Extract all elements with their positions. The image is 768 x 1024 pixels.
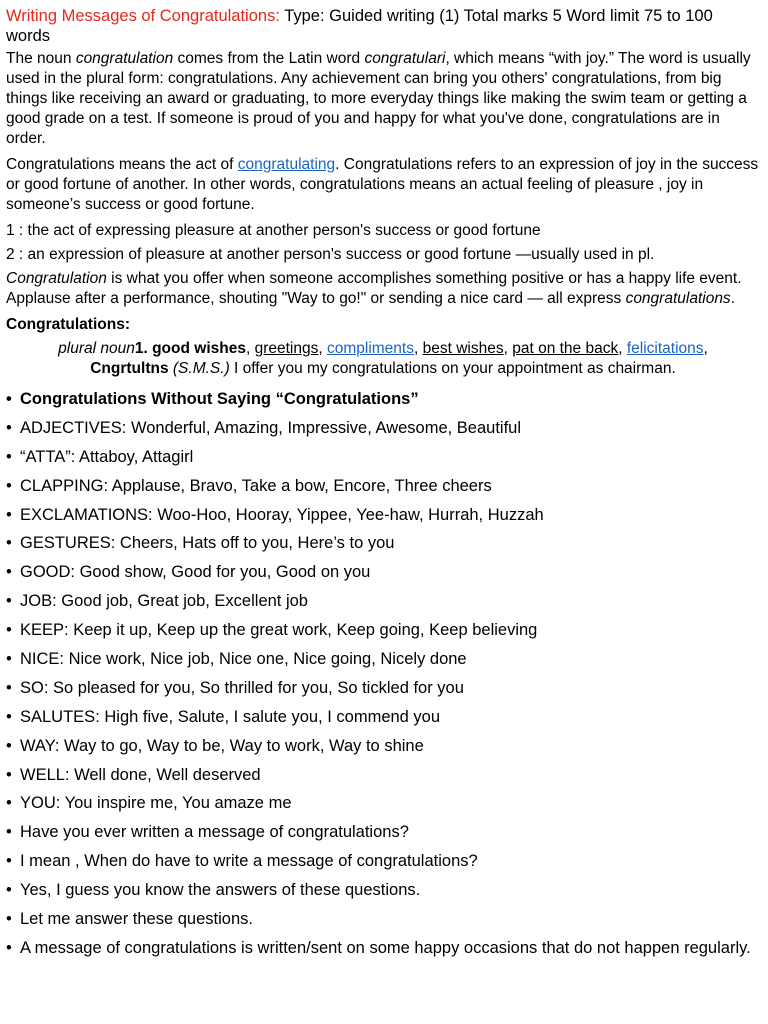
synonym-best-wishes[interactable]: best wishes	[422, 340, 504, 357]
list-item: • GESTURES: Cheers, Hats off to you, Here’s to you	[6, 533, 760, 553]
para-text: comes from the Latin word	[173, 50, 365, 67]
para-text: is what you offer when someone accomplishes something positive or has a happy life event. Applause after a performance, shouting "Way to go!" or sending a nice card — all express	[6, 270, 742, 307]
page-title: Writing Messages of Congratulations:	[6, 7, 280, 25]
list-item: • NICE: Nice work, Nice job, Nice one, Nice going, Nicely done	[6, 649, 760, 669]
document-header	[6, 6, 760, 46]
list-item: • KEEP: Keep it up, Keep up the great work, Keep going, Keep believing	[6, 620, 760, 640]
list-item: • Yes, I guess you know the answers of these questions.	[6, 880, 760, 900]
synonym-greetings[interactable]: greetings	[254, 340, 319, 357]
congratulating-link[interactable]: congratulating	[237, 156, 336, 173]
part-of-speech: plural noun	[58, 340, 135, 357]
list-item: • SO: So pleased for you, So thrilled for you, So tickled for you	[6, 678, 760, 698]
para-italic-term: Congratulation	[6, 270, 107, 287]
intro-paragraph	[6, 49, 760, 149]
para-italic-term: congratulation	[75, 50, 174, 67]
list-item: • WAY: Way to go, Way to be, Way to work, Way to shine	[6, 736, 760, 756]
list-item: • YOU: You inspire me, You amaze me	[6, 793, 760, 813]
synonym-felicitations[interactable]: felicitations	[626, 340, 704, 357]
para-text: The noun	[6, 50, 76, 67]
para-italic-term: congratulari	[364, 50, 446, 67]
list-item: • “ATTA”: Attaboy, Attagirl	[6, 447, 760, 467]
list-item: • SALUTES: High five, Salute, I salute you, I commend you	[6, 707, 760, 727]
list-item: • Let me answer these questions.	[6, 909, 760, 929]
usage-paragraph	[6, 269, 760, 309]
bullet-list	[6, 389, 760, 958]
list-item: • JOB: Good job, Great job, Excellent job	[6, 591, 760, 611]
list-item: • Congratulations Without Saying “Congratulations”	[6, 389, 760, 409]
sms-label: (S.M.S.)	[168, 360, 230, 377]
sms-word: Cngrtultns	[90, 360, 169, 377]
para-text: Congratulations means the act of	[6, 156, 238, 173]
synonym-block	[6, 339, 760, 379]
list-item: • ADJECTIVES: Wonderful, Amazing, Impressive, Awesome, Beautiful	[6, 418, 760, 438]
list-item: • EXCLAMATIONS: Woo-Hoo, Hooray, Yippee, Yee-haw, Hurrah, Huzzah	[6, 505, 760, 525]
list-item: • Have you ever written a message of congratulations?	[6, 822, 760, 842]
task-meta: Type: Guided writing (1) Total marks 5 Word limit 75 to 100 words	[6, 7, 713, 45]
list-item: • GOOD: Good show, Good for you, Good on you	[6, 562, 760, 582]
definition-1: 1 : the act of expressing pleasure at another person's success or good fortune	[6, 222, 541, 239]
para-text: , which means “with joy.” The word is usually used in the plural form: congratulations. Any achievement can bring you others' congratulations, from big things like receiving an award or graduating, to more everyday things like making the swim team or getting a good grade on a test. If someone is proud of you and happy for what you've done, congratulations are in order.	[6, 50, 751, 147]
sms-line	[6, 359, 760, 379]
synonym-compliments[interactable]: compliments	[326, 340, 414, 357]
list-item: • I mean , When do have to write a message of congratulations?	[6, 851, 760, 871]
para-italic-term: congratulations	[625, 290, 731, 307]
list-item: • WELL: Well done, Well deserved	[6, 765, 760, 785]
section-heading: Congratulations:	[6, 316, 130, 333]
para-text: .	[730, 290, 735, 307]
synonym-pat-on-the-back[interactable]: pat on the back	[512, 340, 619, 357]
sense-label: 1. good wishes	[134, 340, 246, 357]
meaning-paragraph	[6, 155, 760, 215]
synonym-line: plural noun1. good wishes, greetings, compliments, best wishes, pat on the back, felicitations,	[58, 340, 708, 357]
example-sentence: I offer you my congratulations on your appointment as chairman.	[229, 360, 676, 377]
para-text: . Congratulations refers to an expression of joy in the success or good fortune of another. In other words, congratulations means an actual feeling of pleasure , joy in someone’s success or good fortune.	[6, 156, 759, 213]
definition-2: 2 : an expression of pleasure at another person's success or good fortune —usually used in pl.	[6, 246, 655, 263]
list-item: • CLAPPING: Applause, Bravo, Take a bow, Encore, Three cheers	[6, 476, 760, 496]
list-item: • A message of congratulations is written/sent on some happy occasions that do not happen regularly.	[6, 938, 760, 958]
